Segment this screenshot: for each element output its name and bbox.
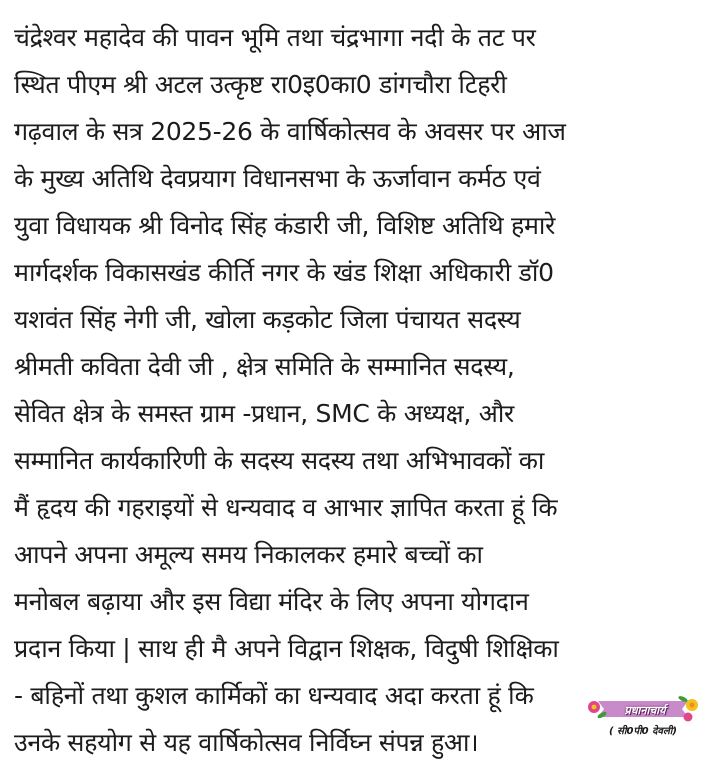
message-text bbox=[14, 14, 714, 766]
text-line-4: के मुख्य अतिथि देवप्रयाग विधानसभा के ऊर्जावान कर्मठ एवं bbox=[14, 164, 541, 193]
signature-title: प्रधानाचार्य bbox=[624, 704, 666, 717]
text-line-1: चंद्रेश्वर महादेव की पावन भूमि तथा चंद्रभागा नदी के तट पर bbox=[14, 23, 536, 52]
text-line-2: स्थित पीएम श्री अटल उत्कृष्ट रा0इ0का0 डांगचौरा टिहरी bbox=[14, 70, 507, 99]
flower-right-center bbox=[690, 703, 695, 708]
text-line-13: मनोबल बढ़ाया और इस विद्या मंदिर के लिए अपना योगदान bbox=[14, 587, 529, 616]
text-line-15: - बहिनों तथा कुशल कार्मिकों का धन्यवाद अदा करता हूं कि bbox=[14, 681, 534, 710]
text-line-10: सम्मानित कार्यकारिणी के सदस्य सदस्य तथा अभिभावकों का bbox=[14, 446, 545, 475]
text-line-3: गढ़वाल के सत्र 2025-26 के वार्षिकोत्सव के अवसर पर आज bbox=[14, 117, 566, 146]
text-line-6: मार्गदर्शक विकासखंड कीर्ति नगर के खंड शिक्षा अधिकारी डॉ0 bbox=[14, 258, 554, 287]
text-line-14: प्रदान किया | साथ ही मै अपने विद्वान शिक्षक, विदुषी शिक्षिका bbox=[14, 634, 559, 663]
text-line-16: उनके सहयोग से यह वार्षिकोत्सव निर्विघ्न संपन्न हुआ। bbox=[14, 728, 479, 757]
signature-subtitle: ( सी0पी0 देवली) bbox=[609, 726, 677, 737]
text-line-9: सेवित क्षेत्र के समस्त ग्राम -प्रधान, SMC के अध्यक्ष, और bbox=[14, 399, 514, 428]
flower-left-center bbox=[592, 705, 597, 710]
text-line-12: आपने अपना अमूल्य समय निकालकर हमारे बच्चों का bbox=[14, 540, 483, 569]
text-line-5: युवा विधायक श्री विनोद सिंह कंडारी जी, विशिष्ट अतिथि हमारे bbox=[14, 211, 556, 240]
text-line-7: यशवंत सिंह नेगी जी, खोला कड़कोट जिला पंचायत सदस्य bbox=[14, 305, 521, 334]
principal-signature-stamp bbox=[588, 695, 698, 741]
text-line-11: मैं हृदय की गहराइयों से धन्यवाद व आभार ज्ञापित करता हूं कि bbox=[14, 493, 558, 522]
text-line-8: श्रीमती कविता देवी जी , क्षेत्र समिति के सम्मानित सदस्य, bbox=[14, 352, 515, 381]
